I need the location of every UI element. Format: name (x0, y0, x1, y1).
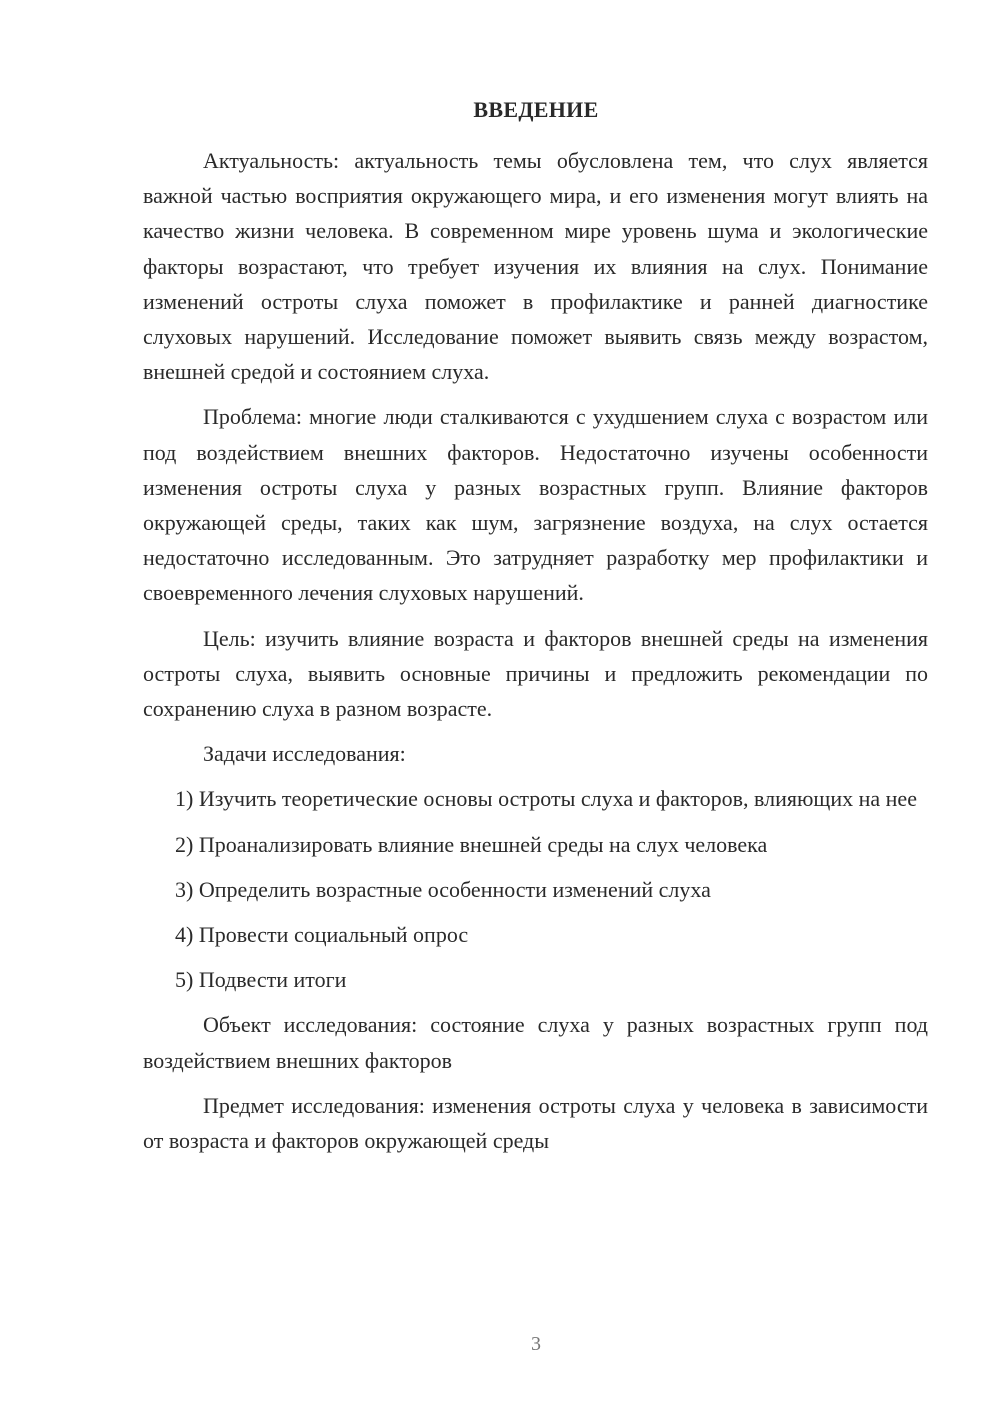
task-item: 4) Провести социальный опрос (175, 922, 469, 948)
goal-paragraph: Цель: изучить влияние возраста и факторов внешней среды на изменения остроты слуха, выявить основные причины и предложить рекомендации по сохранению слуха в разном возрасте. (143, 625, 928, 722)
subject-paragraph: Предмет исследования: изменения остроты слуха у человека в зависимости от возраста и факторов окружающей среды (143, 1092, 928, 1154)
relevance-paragraph: Актуальность: актуальность темы обусловлена тем, что слух является важной частью восприятия окружающего мира, и его изменения могут влиять на качество жизни человека. В современном мире уровень шума и экологические факторы возрастают, что требует изучения их влияния на слух. Понимание изменений остроты слуха поможет в профилактике и ранней диагностике слуховых нарушений. Исследование поможет выявить связь между возрастом, внешней средой и состоянием слуха. (143, 148, 928, 385)
tasks-title: Задачи исследования: (203, 741, 406, 767)
object-paragraph: Объект исследования: состояние слуха у разных возрастных групп под воздействием внешних факторов (143, 1012, 928, 1073)
problem-paragraph: Проблема: многие люди сталкиваются с ухудшением слуха с возрастом или под воздействием внешних факторов. Недостаточно изучены особенности изменения остроты слуха у разных возрастных групп. Влияние факторов окружающей среды, таких как шум, загрязнение воздуха, на слух остается недостаточно исследованным. Это затрудняет разработку мер профилактики и своевременного лечения слуховых нарушений. (143, 404, 928, 606)
task-item: 2) Проанализировать влияние внешней среды на слух человека (175, 831, 768, 857)
page-number: 3 (531, 1333, 541, 1355)
task-item: 1) Изучить теоретические основы остроты слуха и факторов, влияющих на нее (175, 786, 917, 812)
task-item: 5) Подвести итоги (175, 967, 347, 993)
document-body (143, 143, 928, 1158)
section-heading: ВВЕДЕНИЕ (473, 97, 599, 122)
task-item: 3) Определить возрастные особенности изменений слуха (175, 876, 711, 902)
